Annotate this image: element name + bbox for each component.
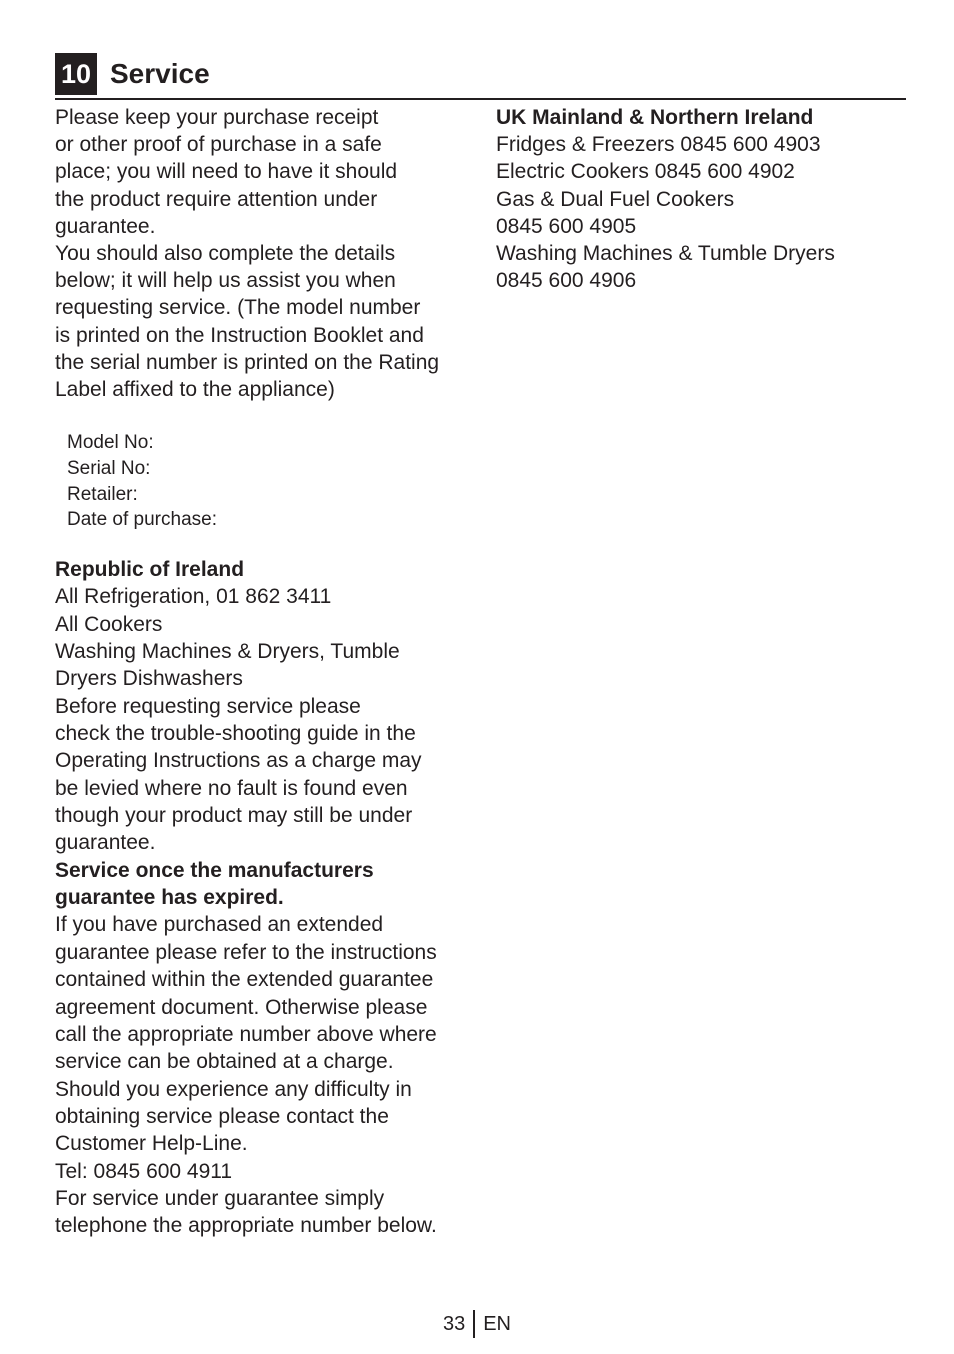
section-header: [55, 53, 906, 100]
date-of-purchase-field: Date of purchase:: [67, 509, 217, 531]
uk-line: Electric Cookers 0845 600 4902: [496, 160, 795, 184]
expired-guarantee-line: For service under guarantee simply: [55, 1186, 385, 1210]
intro-line: the product require attention under: [55, 187, 378, 211]
roi-line: though your product may still be under: [55, 804, 413, 828]
uk-line: Washing Machines & Tumble Dryers: [496, 242, 835, 266]
chapter-number-badge: 10: [55, 53, 97, 95]
intro-paragraph: [55, 104, 475, 403]
intro-line: requesting service. (The model number: [55, 296, 421, 320]
serial-no-field: Serial No:: [67, 457, 151, 479]
republic-of-ireland-section: [55, 556, 437, 1240]
intro-line: Label affixed to the appliance): [55, 378, 335, 402]
uk-heading: UK Mainland & Northern Ireland: [496, 106, 814, 129]
roi-line: Dryers Dishwashers: [55, 667, 243, 691]
uk-line: Gas & Dual Fuel Cookers: [496, 187, 735, 211]
expired-guarantee-line: telephone the appropriate number below.: [55, 1214, 437, 1238]
uk-line: 0845 600 4906: [496, 269, 637, 293]
intro-line: guarantee.: [55, 214, 156, 238]
expired-guarantee-line: contained within the extended guarantee: [55, 968, 434, 992]
expired-guarantee-heading: Service once the manufacturers: [55, 858, 374, 882]
roi-line: guarantee.: [55, 831, 156, 855]
roi-line: All Cookers: [55, 612, 163, 636]
footer-divider: [473, 1310, 475, 1338]
expired-guarantee-heading: guarantee has expired.: [55, 886, 284, 910]
expired-guarantee-line: guarantee please refer to the instructions: [55, 940, 437, 964]
roi-heading: Republic of Ireland: [55, 558, 245, 581]
helpline-telephone: Tel: 0845 600 4911: [55, 1159, 233, 1183]
expired-guarantee-line: Customer Help-Line.: [55, 1132, 248, 1156]
roi-line: Before requesting service please: [55, 694, 361, 718]
expired-guarantee-line: If you have purchased an extended: [55, 913, 384, 937]
language-code: EN: [483, 1312, 512, 1335]
roi-line: be levied where no fault is found even: [55, 776, 408, 800]
intro-line: or other proof of purchase in a safe: [55, 133, 382, 157]
uk-line: Fridges & Freezers 0845 600 4903: [496, 133, 821, 157]
page-footer: [0, 1308, 954, 1338]
retailer-field: Retailer:: [67, 483, 138, 505]
intro-line: place; you will need to have it should: [55, 160, 398, 184]
page-number: 33: [442, 1312, 466, 1335]
purchase-details-list: [67, 430, 217, 533]
intro-line: is printed on the Instruction Booklet and: [55, 323, 424, 347]
roi-line: All Refrigeration, 01 862 3411: [55, 585, 332, 609]
uk-line: 0845 600 4905: [496, 214, 637, 238]
expired-guarantee-line: agreement document. Otherwise please: [55, 995, 428, 1019]
chapter-title: Service: [110, 58, 210, 89]
expired-guarantee-line: service can be obtained at a charge.: [55, 1050, 394, 1074]
intro-line: Please keep your purchase receipt: [55, 106, 379, 129]
intro-line: You should also complete the details: [55, 242, 396, 266]
roi-line: check the trouble-shooting guide in the: [55, 722, 416, 746]
intro-line: below; it will help us assist you when: [55, 269, 396, 293]
roi-line: Washing Machines & Dryers, Tumble: [55, 640, 400, 664]
expired-guarantee-line: Should you experience any difficulty in: [55, 1077, 412, 1101]
uk-service-numbers: [496, 104, 916, 294]
expired-guarantee-line: call the appropriate number above where: [55, 1022, 437, 1046]
roi-line: Operating Instructions as a charge may: [55, 749, 422, 773]
intro-line: the serial number is printed on the Rating: [55, 350, 440, 374]
model-no-field: Model No:: [67, 432, 154, 453]
expired-guarantee-line: obtaining service please contact the: [55, 1104, 389, 1128]
